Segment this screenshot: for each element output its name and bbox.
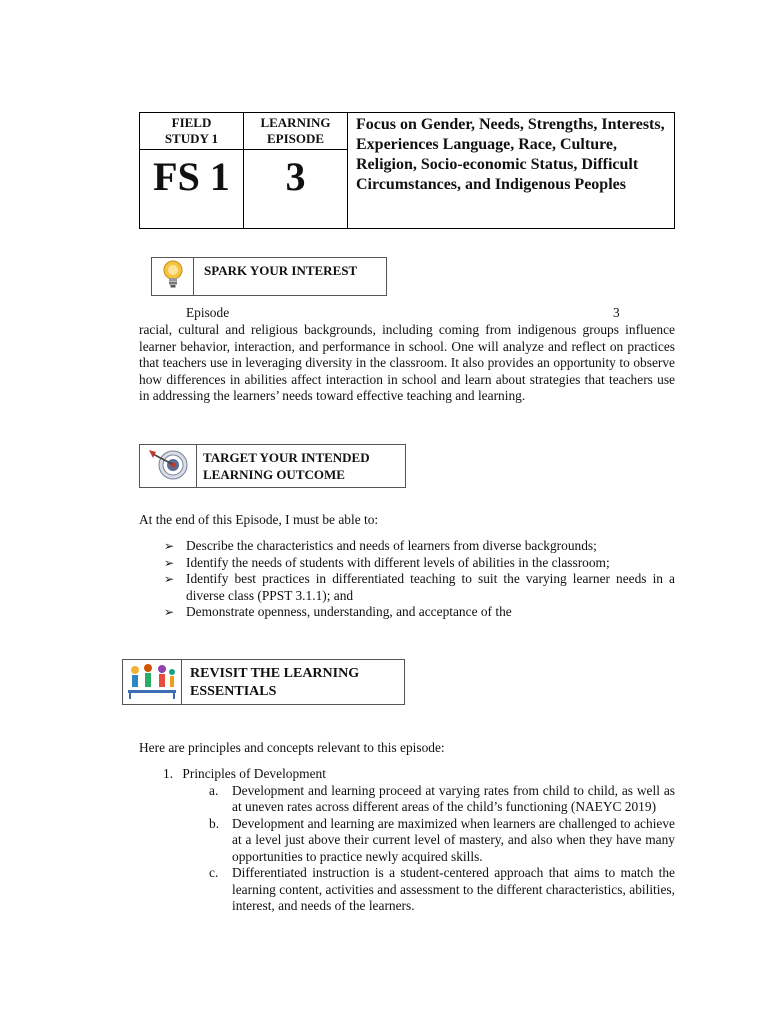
- revisit-label-line1: REVISIT THE LEARNING: [190, 666, 360, 681]
- principle-a-text: Development and learning proceed at varying rates from child to child, as well as at uneven rates across different areas of the child’s functioning (NAEYC 2019): [232, 782, 675, 814]
- spark-your-interest-banner: [151, 257, 387, 296]
- outcome-bullet-2: ➢ Identify the needs of students with different levels of abilities in the classroom;: [164, 555, 675, 572]
- principles-item-1-number: 1.: [163, 766, 174, 781]
- target-intro: At the end of this Episode, I must be able to:: [139, 512, 379, 527]
- target-label-line2: LEARNING OUTCOME: [203, 467, 345, 482]
- principle-a-mark: a.: [209, 782, 219, 798]
- principle-c: [209, 865, 675, 915]
- learning-episode-label: LEARNING EPISODE: [260, 115, 331, 146]
- learners-group-icon: [126, 660, 178, 705]
- lightbulb-icon: [161, 259, 185, 294]
- principles-item-1: [163, 766, 675, 783]
- target-outcome-banner: [139, 444, 406, 488]
- focus-title: Focus on Gender, Needs, Strengths, Interests, Experiences Language, Race, Culture, Religion, Socio-economic Status, Difficult Circumstances, and Indigenous Peoples: [356, 116, 665, 193]
- field-study-cell: [140, 113, 244, 228]
- principle-c-text: Differentiated instruction is a student-centered approach that aims to match the learning content, activities and assessment to the different characteristics, abilities, interest, and needs of the learners.: [232, 865, 675, 913]
- principle-b-text: Development and learning are maximized when learners are challenged to achieve at a level just above their current level of mastery, and also when they have many opportunities to practice newly acquired skills.: [232, 815, 675, 864]
- learning-episode-cell: [244, 113, 348, 228]
- principles-sublist: [209, 783, 675, 915]
- revisit-intro: Here are principles and concepts relevant to this episode:: [139, 740, 445, 755]
- field-study-label: FIELD STUDY 1: [164, 115, 219, 146]
- principles-list: [163, 766, 675, 915]
- episode-word: Episode: [186, 305, 230, 320]
- revisit-icon-box: [123, 660, 181, 704]
- target-label-line1: TARGET YOUR INTENDED: [203, 450, 370, 465]
- outcome-bullet-4: ➢ Demonstrate openness, understanding, and acceptance of the: [164, 604, 675, 621]
- principle-b-mark: b.: [209, 815, 220, 831]
- spark-icon-box: [152, 258, 194, 295]
- revisit-label-line2: ESSENTIALS: [190, 684, 277, 699]
- principle-c-mark: c.: [209, 865, 219, 880]
- principle-b: [209, 816, 675, 866]
- focus-cell: [348, 113, 674, 228]
- revisit-essentials-banner: [122, 659, 405, 705]
- episode-header-table: [139, 112, 675, 229]
- spark-paragraph: racial, cultural and religious backgrounds, including coming from indigenous groups influence learner behavior, interaction, and performance in school. One will analyze and reflect on practices that teachers use in leveraging diversity in the classroom. It also provides an opportunity to observe how differences in abilities affect interaction in school and learn about strategies that teachers use in addressing the learners’ needs toward effective teaching and learning.: [139, 322, 675, 403]
- outcome-bullet-list: [164, 538, 675, 621]
- target-icon-box: [140, 445, 197, 487]
- principle-a: [209, 783, 675, 816]
- learning-episode-number: 3: [285, 154, 306, 199]
- spark-label: SPARK YOUR INTEREST: [204, 263, 358, 278]
- dart-target-icon: [147, 447, 189, 486]
- outcome-bullet-3: ➢ Identify best practices in differentiated teaching to suit the varying learner needs in a diverse class (PPST 3.1.1); and: [164, 571, 675, 604]
- principles-item-1-title: Principles of Development: [182, 766, 326, 781]
- field-study-code: FS 1: [153, 154, 230, 199]
- outcome-bullet-1: ➢ Describe the characteristics and needs of learners from diverse backgrounds;: [164, 538, 675, 555]
- episode-number-inline: 3: [613, 305, 620, 320]
